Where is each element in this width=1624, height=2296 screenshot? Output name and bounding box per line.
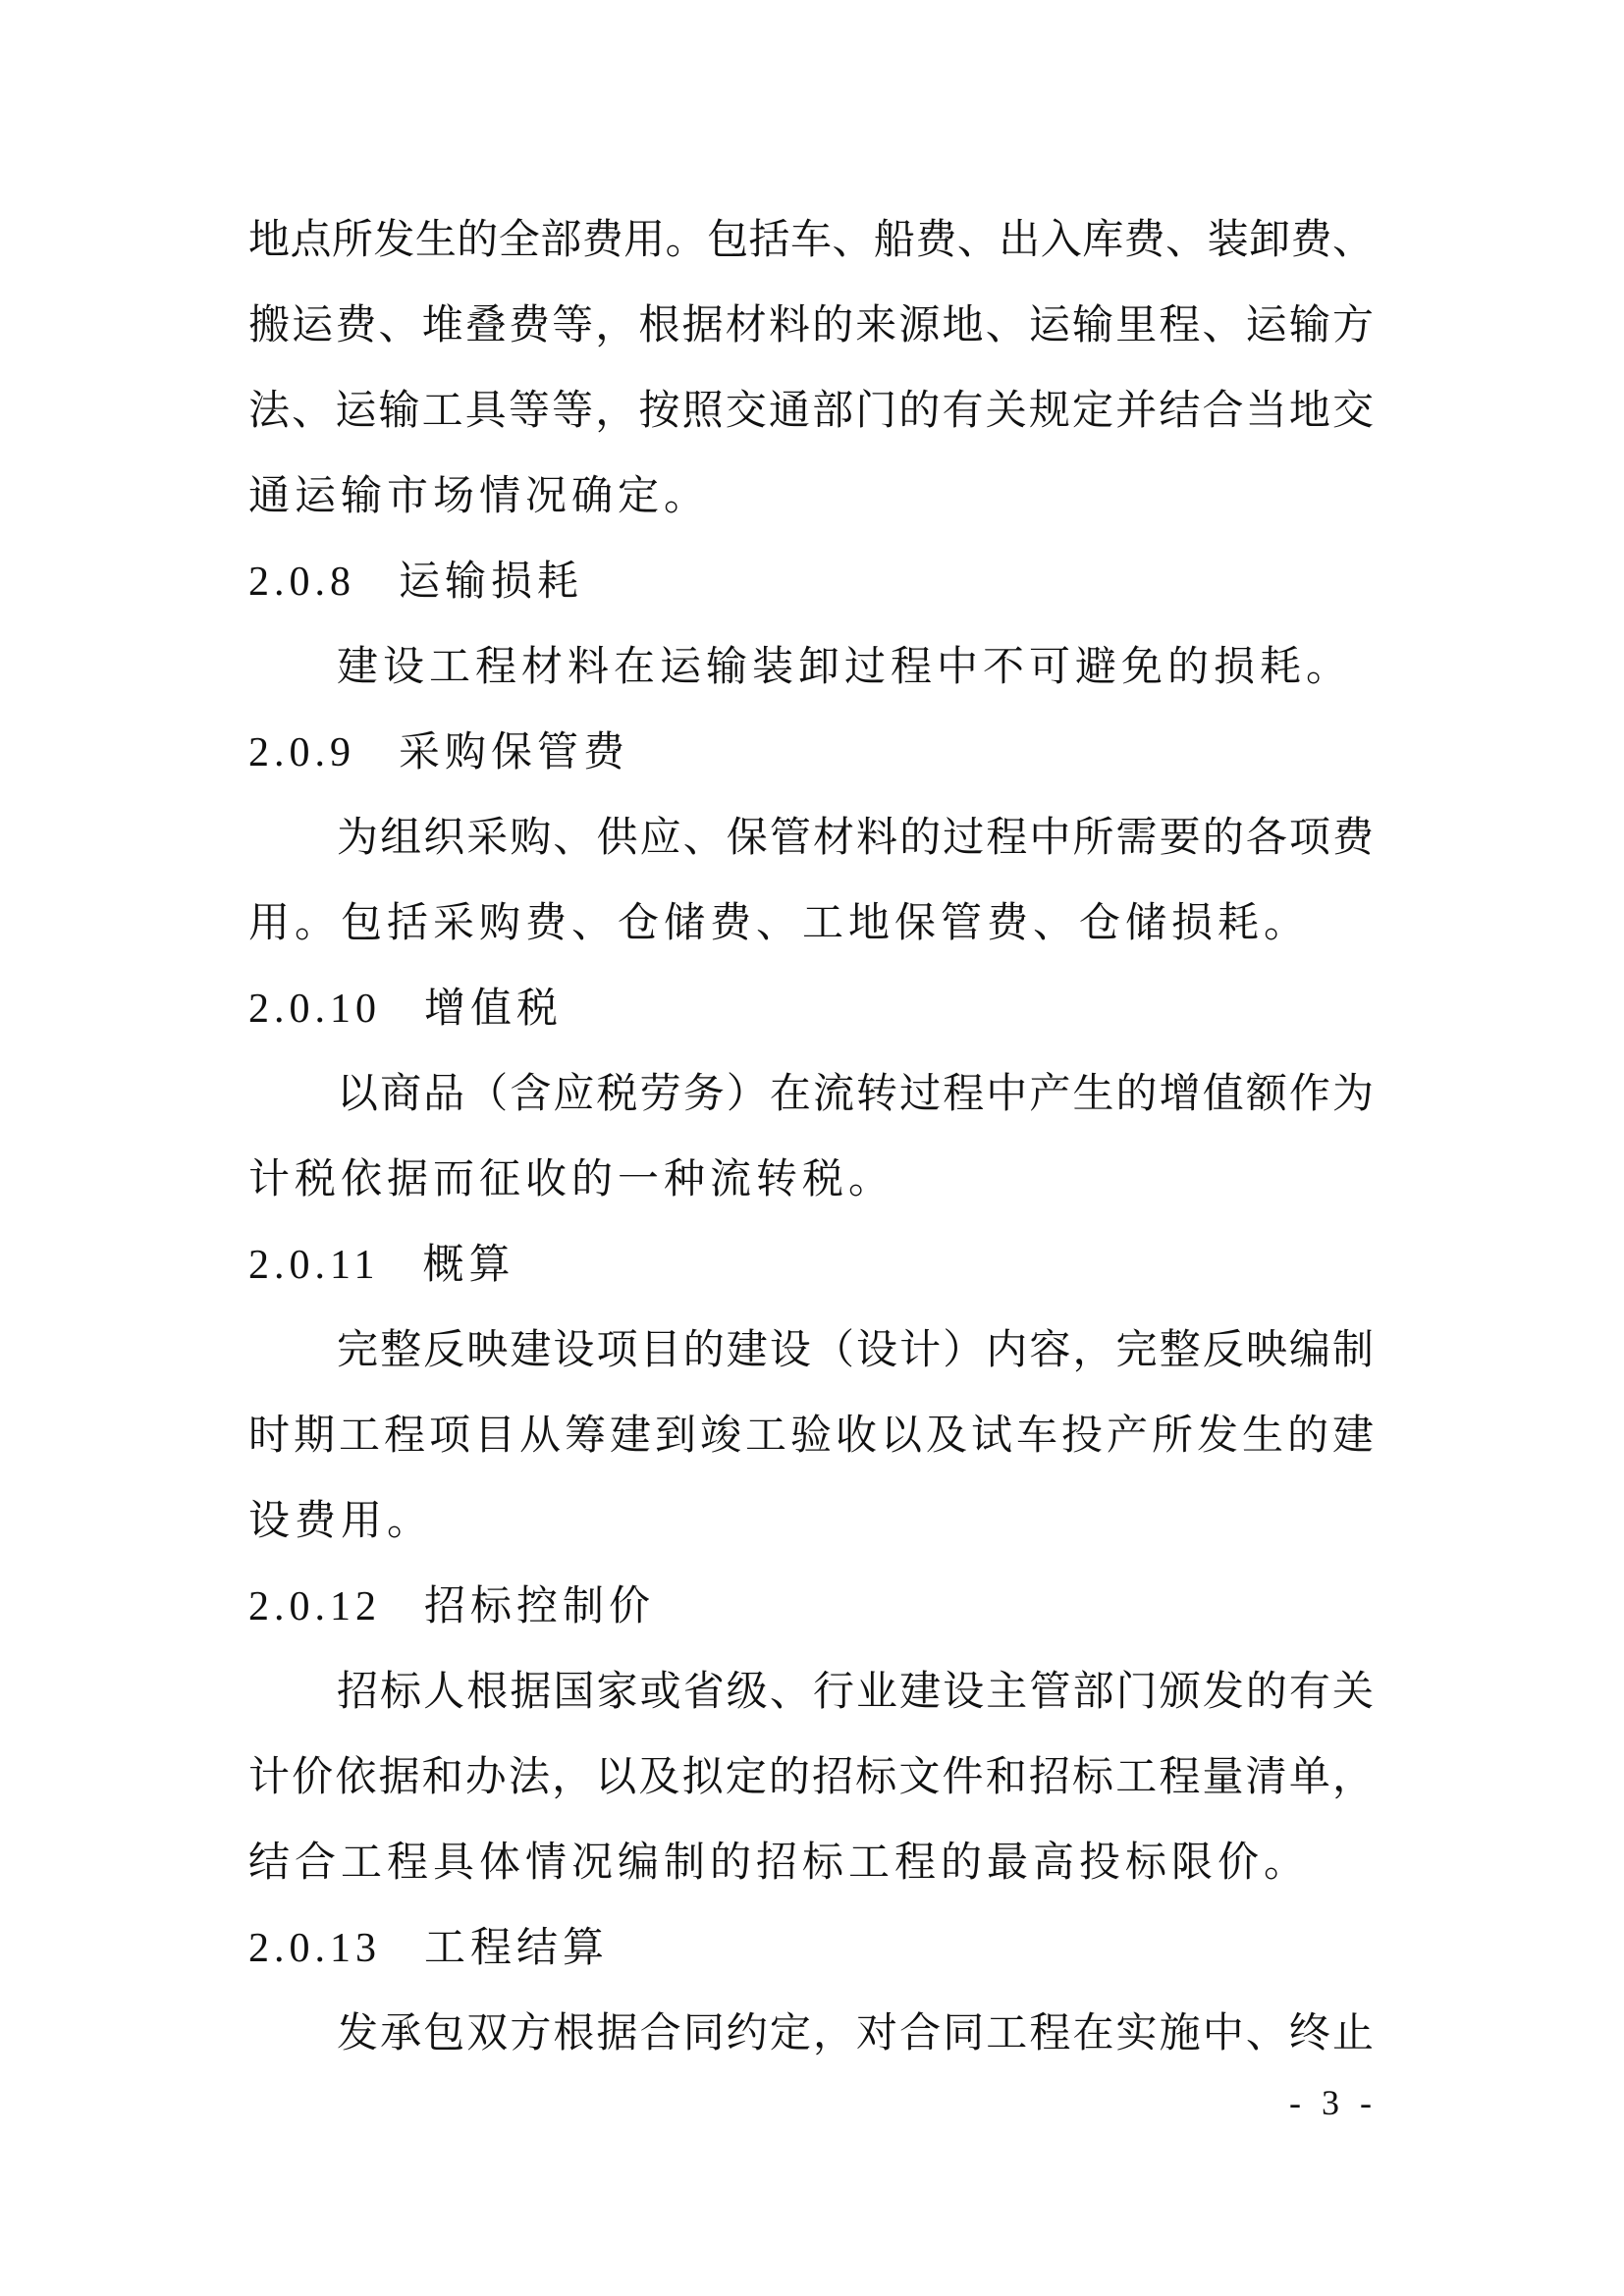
section-title: 概算 xyxy=(422,1243,515,1288)
section-title: 招标控制价 xyxy=(424,1584,656,1629)
paragraph-line: 通运输市场情况确定。 xyxy=(248,474,711,519)
section-number: 2.0.12 xyxy=(248,1584,381,1629)
paragraph-line: 完整反映建设项目的建设（设计）内容，完整反映编制 xyxy=(337,1328,1374,1373)
paragraph-line: 计税依据而征收的一种流转税。 xyxy=(248,1157,895,1202)
paragraph-line: 设费用。 xyxy=(248,1499,434,1544)
paragraph-line: 结合工程具体情况编制的招标工程的最高投标限价。 xyxy=(248,1841,1311,1886)
paragraph-line: 搬运费、堆叠费等，根据材料的来源地、运输里程、运输方 xyxy=(248,303,1374,348)
section-heading xyxy=(248,711,1374,796)
paragraph-line: 计价依据和办法，以及拟定的招标文件和招标工程量清单， xyxy=(248,1755,1374,1800)
paragraph-line: 以商品（含应税劳务）在流转过程中产生的增值额作为 xyxy=(337,1072,1374,1117)
section-number: 2.0.8 xyxy=(248,560,355,605)
paragraph-line: 招标人根据国家或省级、行业建设主管部门颁发的有关 xyxy=(337,1670,1374,1715)
paragraph-line: 发承包双方根据合同约定，对合同工程在实施中、终止 xyxy=(337,2011,1374,2056)
document-body xyxy=(248,198,1374,2077)
paragraph-line: 建设工程材料在运输装卸过程中不可避免的损耗。 xyxy=(337,645,1353,690)
paragraph-line: 用。包括采购费、仓储费、工地保管费、仓储损耗。 xyxy=(248,901,1311,946)
section-title: 增值税 xyxy=(424,987,564,1032)
section-number: 2.0.9 xyxy=(248,730,355,775)
section-title: 运输损耗 xyxy=(399,560,584,605)
section-heading xyxy=(248,1223,1374,1308)
section-heading xyxy=(248,967,1374,1052)
paragraph-line: 为组织采购、供应、保管材料的过程中所需要的各项费 xyxy=(337,816,1374,861)
paragraph-line: 法、运输工具等等，按照交通部门的有关规定并结合当地交 xyxy=(248,389,1374,434)
section-title: 工程结算 xyxy=(424,1926,610,1971)
section-number: 2.0.13 xyxy=(248,1926,381,1971)
paragraph-line: 地点所发生的全部费用。包括车、船费、出入库费、装卸费、 xyxy=(248,218,1374,263)
section-heading xyxy=(248,540,1374,625)
paragraph-line: 时期工程项目从筹建到竣工验收以及试车投产所发生的建 xyxy=(248,1414,1374,1459)
section-number: 2.0.10 xyxy=(248,987,381,1032)
section-number: 2.0.11 xyxy=(248,1243,380,1288)
page-number: - 3 - xyxy=(1289,2083,1378,2122)
section-heading xyxy=(248,1906,1374,1992)
section-heading xyxy=(248,1565,1374,1650)
section-title: 采购保管费 xyxy=(399,730,630,775)
